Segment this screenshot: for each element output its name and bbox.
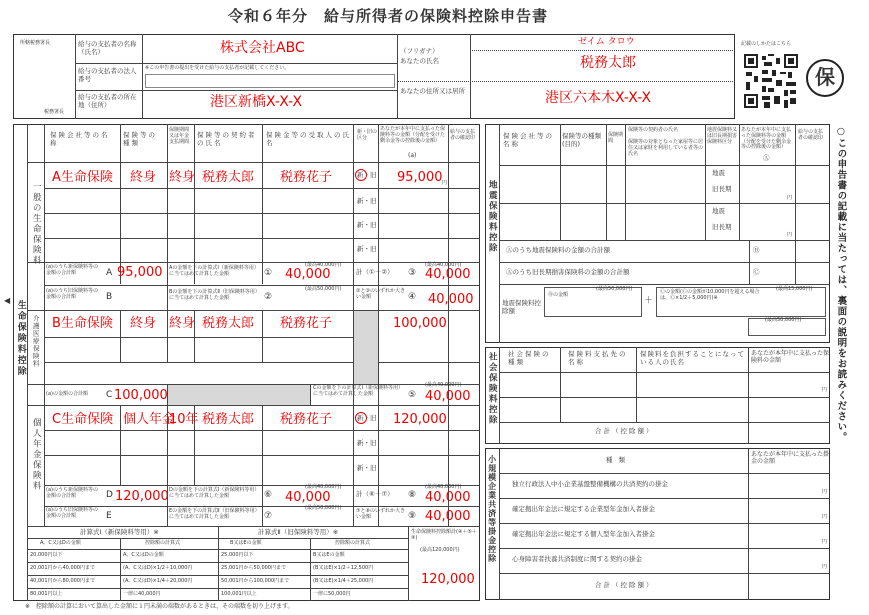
calcC-label: Cの金額を下の計算式Ⅰ（新保険料等用）に当てはめて計算した金額 <box>313 385 403 397</box>
pension-contractor: 税務太郎 <box>202 412 255 427</box>
care-label: 介護医療保険料 <box>31 315 40 368</box>
pension-company: C生命保険 <box>52 412 114 427</box>
general-contractor: 税務太郎 <box>202 170 255 185</box>
q-mark-b: Ⓑ <box>753 246 760 254</box>
q-c-formula: Ⓒの金額(Ⓒの金額が10,000円を超える場合は、Ⓒ×1/2＋5,000円)※ <box>660 289 760 301</box>
newold-4[interactable]: 新・旧 <box>357 245 377 253</box>
s-col-type: 社会保険の種類 <box>508 350 551 366</box>
sm-row-4: 心身障害者扶養共済制度に関する契約の掛金 <box>512 555 642 563</box>
pick9-label: ⑦と⑧のいずれか大きい金額 <box>356 508 405 520</box>
care-contractor: 税務太郎 <box>202 316 255 331</box>
small-section <box>485 448 830 600</box>
name-label: あなたの氏名 <box>400 57 439 65</box>
sm-row-3: 確定拠出年金法に規定する個人型年金加入者掛金 <box>512 530 655 538</box>
corp-no-label: 給与の支払者の法人番号 <box>78 67 137 83</box>
pick4-value: 40,000 <box>428 292 474 307</box>
general-type: 終身 <box>130 170 157 185</box>
pick4-label: ②と③のいずれか大きい金額 <box>356 288 405 300</box>
sumD-value: 120,000 <box>115 489 169 504</box>
calcE-label: Eの金額を下の計算式Ⅱ（旧保険料等用）に当てはめて計算した金額 <box>169 508 260 520</box>
sumA-value: 95,000 <box>117 265 163 280</box>
sumA-label: (a)のうち新保険料等の金額の合計額 <box>46 264 98 276</box>
sm-total-label: 合計（控除額） <box>595 581 655 589</box>
v1-value: 40,000 <box>285 267 331 282</box>
col-company: 保険会社等の名称 <box>50 131 110 147</box>
calcB-label: Bの金額を下の計算式Ⅱ（旧保険料等用）に当てはめて計算した金額 <box>169 289 260 301</box>
total-label: 生命保険料控除額計(④＋⑤＋⑨) <box>411 529 477 541</box>
s-col-payee: 保険料支払先の名称 <box>568 350 628 366</box>
office-label: 所轄税務署長 <box>20 40 51 46</box>
pension-period: 10年 <box>169 412 199 427</box>
pension-beneficiary: 税務花子 <box>280 412 333 427</box>
sumD-label: (a)のうち新保険料等の金額の合計額 <box>46 487 98 499</box>
sumE-mark: E <box>106 511 112 521</box>
qr-code-icon[interactable] <box>744 54 798 108</box>
care-company: B生命保険 <box>52 316 113 331</box>
q-col-type: 保険等の種類(目的) <box>562 132 601 148</box>
sm-row-1: 独立行政法人中小企業基盤整備機構の共済契約の掛金 <box>512 480 668 488</box>
pick4-no: ④ <box>408 292 417 302</box>
q-col-contractor: 保険等の契約者の氏名 <box>628 127 679 133</box>
newold-7[interactable]: 新・旧 <box>357 464 377 472</box>
qr-note: 記載のしかたはこちら <box>741 41 792 47</box>
form-title: 令和６年分 給与所得者の保険料控除申告書 <box>228 7 549 25</box>
addr-label: あなたの住所又は居所 <box>400 87 465 95</box>
q-col-target: 保険等の対象となった家屋等に居住又は家財を利用している者等の氏名 <box>628 139 704 157</box>
v2-max: (最高50,000円) <box>305 286 342 292</box>
q-col-class: 地震保険料又は旧長期損害保険料区分 <box>707 127 738 145</box>
general-company: A生命保険 <box>52 170 113 185</box>
q-circle-a: Ⓐ <box>763 154 770 162</box>
furigana-label: （フリガナ） <box>400 47 439 55</box>
s-col-amount: あなたが本年中に支払った保険料の金額 <box>751 350 830 364</box>
total-max: (最高120,000円) <box>420 547 460 553</box>
formula2-title: 計算式Ⅱ（旧保険料等用）※ <box>258 528 339 536</box>
sumC-value: 100,000 <box>114 388 168 403</box>
s-col-bearer: 保険料を負担することになっている人の氏名 <box>640 350 745 366</box>
pension-type: 個人年金 <box>123 412 176 427</box>
v7-max: (最高50,000円) <box>305 505 342 511</box>
v6-max: (最高40,000円) <box>305 484 342 490</box>
sum12-max: (最高40,000円) <box>425 262 462 268</box>
sumE-label: (a)のうち旧保険料等の金額の合計額 <box>46 507 98 519</box>
sm-col-amount: あなたが本年中に支払った掛金の金額 <box>751 451 830 465</box>
life-side-label: 生命保険料控除 <box>15 300 26 377</box>
newold-2[interactable]: 新・旧 <box>357 197 377 205</box>
v2-no: ② <box>264 292 273 302</box>
q-ded-label: 地震保険料控除額 <box>502 299 541 315</box>
care-beneficiary: 税務花子 <box>280 316 333 331</box>
general-period: 終身 <box>169 170 196 185</box>
life-arrow-icon: ◀ <box>4 296 11 305</box>
corp-no-boxes <box>145 74 395 88</box>
q-b-max: (最高50,000円) <box>596 286 633 292</box>
payer-name: 株式会社ABC <box>220 40 305 56</box>
q-sum-quake: Ⓐのうち地震保険料の金額の合計額 <box>506 246 610 254</box>
side-note: ○この申告書の記載に当たっては、裏面の説明をお読みください。 <box>835 126 847 443</box>
sum12-no: ③ <box>408 268 417 278</box>
v7-no: ⑦ <box>264 511 273 521</box>
new-circle-2 <box>355 412 367 424</box>
calcA-label: Aの金額を下の計算式Ⅰ（新保険料等用）に当てはめて計算した金額 <box>169 265 259 277</box>
office-label-2: 税務署長 <box>44 109 65 115</box>
col-period: 保険期間又は年金支払期間 <box>169 127 190 145</box>
sumD-mark: D <box>106 490 113 500</box>
formula1-title: 計算式Ⅰ（新保険料等用）※ <box>80 528 159 536</box>
col-amount: あなたが本年中に支払った保険料等の金額（分配を受けた剰余金等の控除後の金額） <box>380 126 446 144</box>
newold-5[interactable]: 新・旧 <box>357 414 377 422</box>
sumB-mark: B <box>106 292 113 302</box>
furigana-value: ゼイム タロウ <box>578 37 635 47</box>
sum12-label: 計（①＋②） <box>356 268 394 276</box>
sumB-label: (a)のうち旧保険料等の金額の合計額 <box>46 288 98 300</box>
care-type: 終身 <box>130 316 157 331</box>
sm-row-2: 確定拠出年金法に規定する企業型年金加入者掛金 <box>512 505 655 513</box>
sm-col-kind: 種類 <box>606 456 631 464</box>
payer-name-label: 給与の支払者の名称（氏名） <box>78 40 137 56</box>
pick9-no: ⑨ <box>408 511 417 521</box>
payer-address: 港区新橋X-X-X <box>210 94 303 110</box>
q-sum-old: Ⓐのうち旧長期損害保険料の金額の合計額 <box>506 268 630 276</box>
seal-mark: 保 <box>806 59 844 97</box>
corp-no-note: ※この申告書の提出を受けた給与の支払者が記載してください。 <box>145 65 290 71</box>
sum67-max: (最高40,000円) <box>425 484 462 490</box>
pension-label: 個人年金保険料 <box>31 418 42 492</box>
v6-value: 40,000 <box>285 490 331 505</box>
footnote: ※ 控除額の計算において算出した金額に１円未満の端数があるときは、その端数を切り上げます。 <box>25 603 294 610</box>
v1-no: ① <box>264 268 273 278</box>
newold-6[interactable]: 新・旧 <box>357 439 377 447</box>
col-contractor: 保険等の契約者の氏名 <box>197 131 257 147</box>
col-a-label: (a) <box>408 152 417 159</box>
sumA-mark: A <box>106 268 113 278</box>
v6-no: ⑥ <box>264 490 273 500</box>
s-total-label: 合計（控除額） <box>595 427 655 435</box>
care-amount: 100,000 <box>393 316 447 331</box>
sum67-no: ⑧ <box>408 490 417 500</box>
q-col-amount: あなたが本年中に支払った保険料等の金額（分配を受けた剰余金等の控除後の金額） <box>741 127 792 151</box>
small-side-label: 小規模企業共済等掛金控除 <box>487 455 497 563</box>
sum67-label: 計（⑥＋⑦） <box>356 490 394 498</box>
col-type: 保険等の種類 <box>123 131 157 147</box>
name-value: 税務太郎 <box>580 55 636 71</box>
total-value: 120,000 <box>421 572 475 587</box>
col-payer-check: 給与の支払者の確認印 <box>450 129 476 141</box>
q-col-period: 保険期間 <box>608 132 624 144</box>
sum12-value: 40,000 <box>425 267 471 282</box>
pension-amount: 120,000 <box>393 412 447 427</box>
care-period: 終身 <box>169 316 196 331</box>
social-side-label: 社会保険料控除 <box>487 352 498 426</box>
q-col-check: 給与の支払者の確認印 <box>798 129 824 141</box>
q-b-label: Ⓑの金額 <box>548 292 569 298</box>
general-label: 一般の生命保険料 <box>31 182 42 266</box>
col-beneficiary: 保険金等の受取人の氏名 <box>266 131 351 147</box>
c-max: (最高40,000円) <box>425 382 462 388</box>
sum67-value: 40,000 <box>425 490 471 505</box>
col-newold: 新・旧の区分 <box>357 129 378 141</box>
q-mark-c: Ⓒ <box>753 268 760 276</box>
c-value: 40,000 <box>425 389 471 404</box>
quake-side-label: 地震保険料控除 <box>487 180 498 254</box>
newold-1[interactable]: 新・旧 <box>357 171 377 179</box>
general-beneficiary: 税務花子 <box>280 170 333 185</box>
new-circle <box>355 169 367 181</box>
q-c-max: (最高15,000円) <box>776 286 813 292</box>
c-no: ⑤ <box>408 390 417 400</box>
pick9-value: 40,000 <box>425 509 471 524</box>
v1-max: (最高40,000円) <box>305 262 342 268</box>
sumC-mark: C <box>106 390 113 400</box>
calcD-label: Dの金額を下の計算式Ⅰ（新保険料等用）に当てはめて計算した金額 <box>169 487 260 499</box>
address-value: 港区六本木X-X-X <box>545 90 652 106</box>
payer-addr-label: 給与の支払者の所在地（住所） <box>78 93 137 109</box>
newold-3[interactable]: 新・旧 <box>357 221 377 229</box>
general-amount: 95,000 <box>397 170 443 185</box>
sumC-label: (a)の金額の合計額 <box>46 391 88 397</box>
q-total-max: (最高50,000円) <box>765 317 802 323</box>
q-col-company: 保険会社等の名称 <box>503 132 554 148</box>
